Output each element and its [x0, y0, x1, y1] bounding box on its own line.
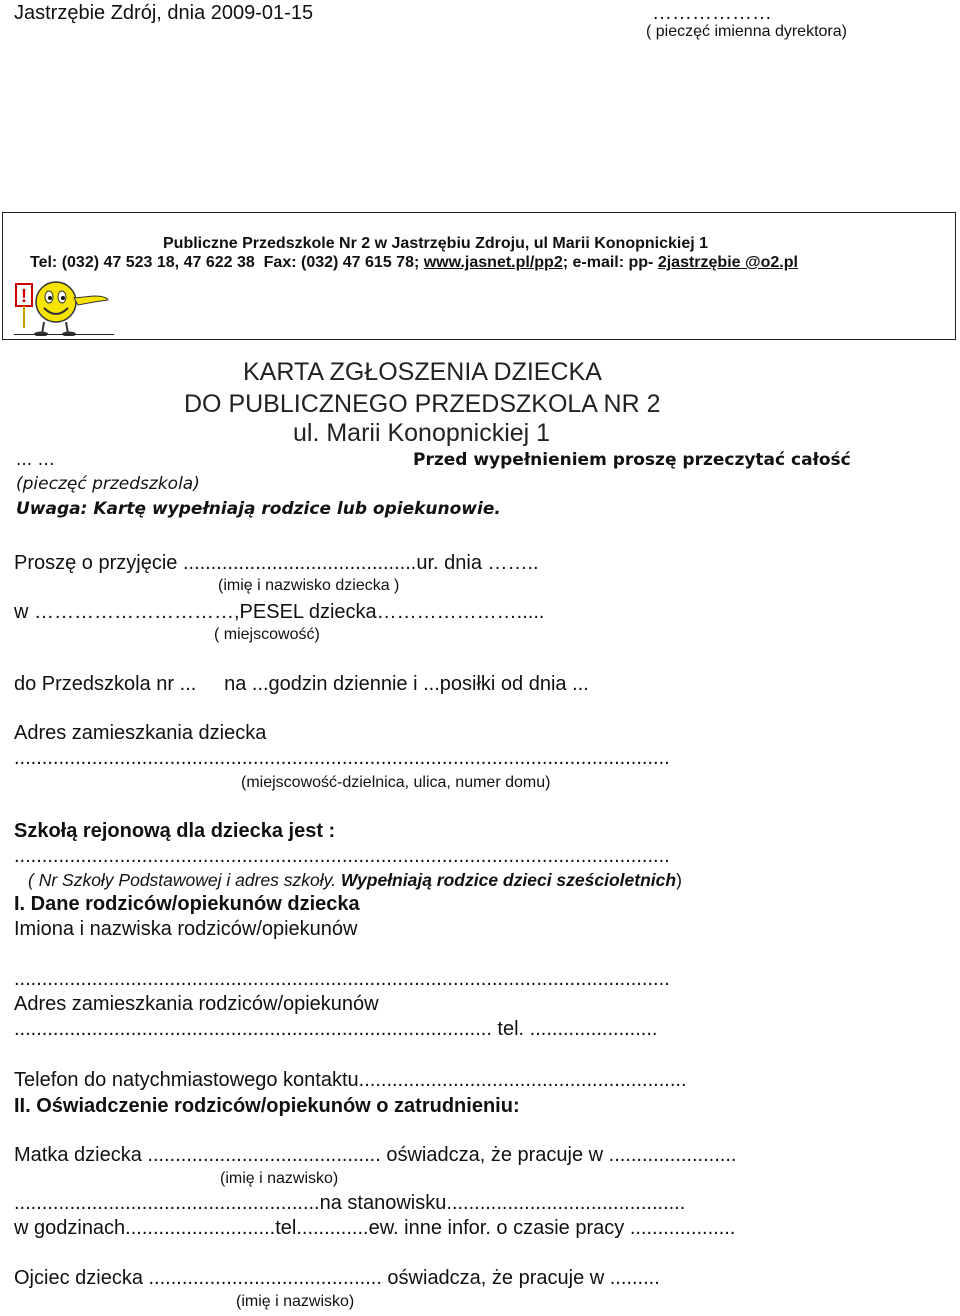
- school-caption-text: ( Nr Szkoły Podstawowej i adres szkoły.: [28, 870, 341, 890]
- child-address-caption: (miejscowość-dzielnica, ulica, numer domu): [241, 774, 551, 791]
- father-line: Ojciec dziecka .......................................... oświadcza, że pracuje w .........: [14, 1267, 660, 1289]
- contact-email-prefix: ; e-mail: pp-: [562, 254, 658, 271]
- email-link[interactable]: 2jastrzębie @o2.pl: [657, 254, 798, 271]
- school-stamp-label: (pieczęć przedszkola): [16, 474, 200, 494]
- form-title-line2: DO PUBLICZNEGO PRZEDSZKOLA NR 2: [184, 390, 661, 418]
- section1-heading: I. Dane rodziców/opiekunów dziecka: [14, 893, 360, 915]
- stamp-caption: ( pieczęć imienna dyrektora): [646, 23, 847, 40]
- warning-note: Uwaga: Kartę wypełniają rodzice lub opiekunowie.: [16, 499, 501, 519]
- logo-underline: [14, 334, 114, 335]
- child-address-dots: ......................................................................................................................: [14, 747, 670, 769]
- district-school-caption: [28, 870, 682, 891]
- hours-meals-line: do Przedszkola nr ... na ...godzin dziennie i ...posiłki od dnia ...: [14, 673, 589, 695]
- smiley-pointing-icon: [14, 278, 114, 336]
- mother-line: Matka dziecka .......................................... oświadcza, że pracuje w .......................: [14, 1144, 737, 1166]
- mother-hours-line: w godzinach...........................tel.............ew. inne infor. o czasie pracy ...................: [14, 1217, 736, 1239]
- institution-contact: [30, 254, 798, 272]
- emergency-phone-line: Telefon do natychmiastowego kontaktu...........................................................: [14, 1069, 687, 1091]
- mother-name-caption: (imię i nazwisko): [220, 1170, 339, 1187]
- district-school-label: Szkołą rejonową dla dziecka jest :: [14, 820, 336, 842]
- place-pesel-line: w …………………………,PESEL dziecka………………….....: [14, 601, 545, 623]
- parents-names-label: Imiona i nazwiska rodziców/opiekunów: [14, 918, 358, 940]
- institution-name: Publiczne Przedszkole Nr 2 w Jastrzębiu Zdroju, ul Marii Konopnickiej 1: [163, 235, 709, 252]
- parents-names-dots: ......................................................................................................................: [14, 968, 670, 990]
- district-school-dots: ......................................................................................................................: [14, 845, 670, 867]
- mother-position-line: .......................................................na stanowisku...........................................: [14, 1192, 686, 1214]
- place-caption: ( miejscowość): [214, 626, 320, 643]
- website-link[interactable]: www.jasnet.pl/pp2: [423, 254, 563, 271]
- stamp-dots: ………………: [652, 2, 772, 24]
- stamp-dots-line: ... …: [16, 450, 55, 470]
- school-caption-close: ): [676, 870, 682, 890]
- form-title-line3: ul. Marii Konopnickiej 1: [293, 419, 551, 447]
- svg-text:!: !: [21, 286, 27, 306]
- read-all-note: Przed wypełnieniem proszę przeczytać całość: [413, 450, 851, 470]
- contact-text: Tel: (032) 47 523 18, 47 622 38 Fax: (032) 47 615 78;: [30, 254, 424, 271]
- institution-box: [2, 212, 956, 340]
- parents-address-label: Adres zamieszkania rodziców/opiekunów: [14, 993, 379, 1015]
- child-address-label: Adres zamieszkania dziecka: [14, 722, 267, 744]
- six-year-note: Wypełniają rodzice dzieci sześcioletnich: [340, 870, 677, 890]
- admission-request-line: Proszę o przyjęcie ..........................................ur. dnia ……..: [14, 552, 539, 574]
- form-title-line1: KARTA ZGŁOSZENIA DZIECKA: [243, 358, 602, 386]
- place-date: Jastrzębie Zdrój, dnia 2009-01-15: [14, 2, 314, 24]
- section2-heading: II. Oświadczenie rodziców/opiekunów o zatrudnieniu:: [14, 1095, 520, 1117]
- parents-address-phone-line: ...................................................................................... tel. .......................: [14, 1018, 658, 1040]
- child-name-caption: (imię i nazwisko dziecka ): [218, 577, 400, 594]
- father-name-caption: (imię i nazwisko): [236, 1293, 355, 1310]
